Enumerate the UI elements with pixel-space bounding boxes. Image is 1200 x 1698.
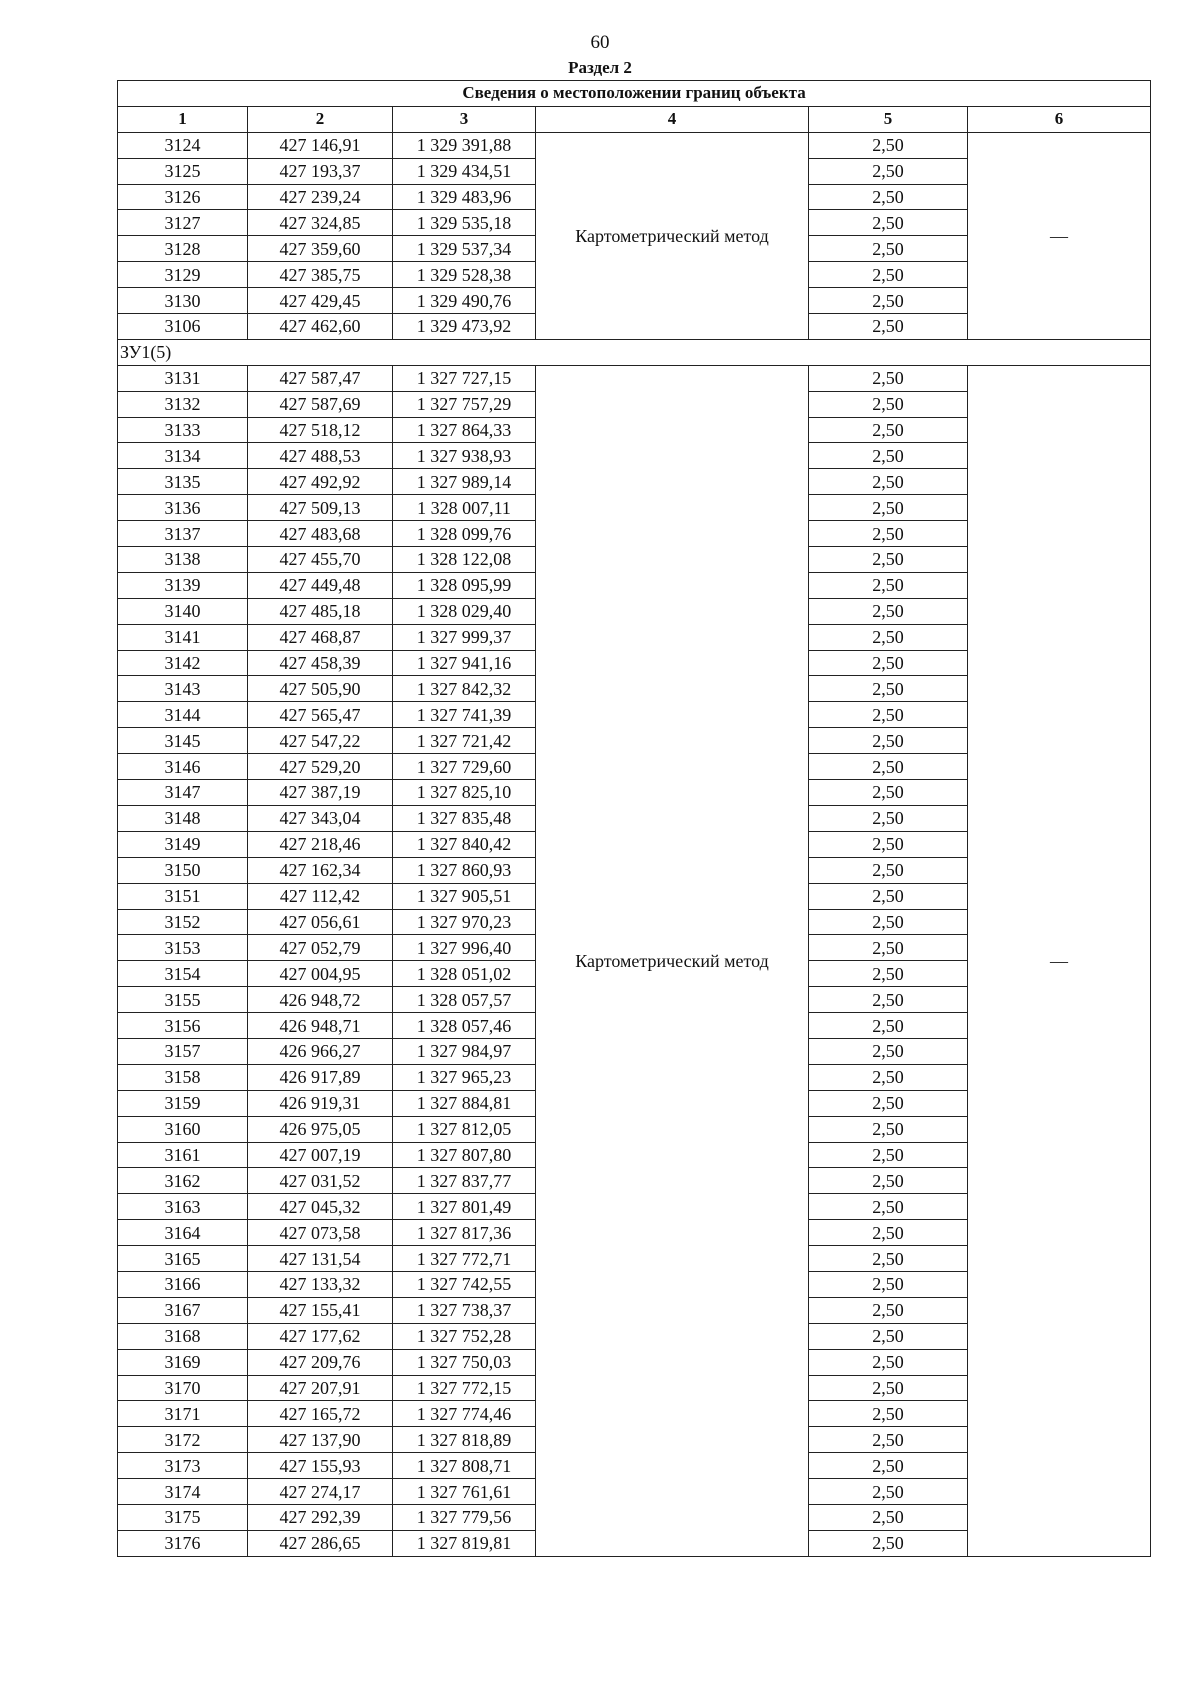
accuracy-cell: 2,50 (809, 443, 968, 469)
coord-x-cell: 427 004,95 (248, 961, 393, 987)
coord-x-cell: 427 031,52 (248, 1168, 393, 1194)
coord-x-cell: 427 209,76 (248, 1349, 393, 1375)
coord-x-cell: 427 449,48 (248, 572, 393, 598)
coord-x-cell: 427 509,13 (248, 495, 393, 521)
coord-y-cell: 1 327 727,15 (393, 365, 536, 391)
coord-y-cell: 1 327 837,77 (393, 1168, 536, 1194)
coord-y-cell: 1 327 741,39 (393, 702, 536, 728)
coord-y-cell: 1 328 029,40 (393, 598, 536, 624)
coord-y-cell: 1 329 434,51 (393, 158, 536, 184)
point-number-cell: 3152 (118, 909, 248, 935)
coord-y-cell: 1 329 528,38 (393, 262, 536, 288)
coord-y-cell: 1 327 752,28 (393, 1323, 536, 1349)
accuracy-cell: 2,50 (809, 1064, 968, 1090)
accuracy-cell: 2,50 (809, 598, 968, 624)
point-number-cell: 3151 (118, 883, 248, 909)
coord-y-cell: 1 329 537,34 (393, 236, 536, 262)
coord-y-cell: 1 327 817,36 (393, 1220, 536, 1246)
coord-y-cell: 1 327 742,55 (393, 1271, 536, 1297)
column-number-4: 4 (536, 106, 809, 132)
coord-y-cell: 1 327 941,16 (393, 650, 536, 676)
point-number-cell: 3149 (118, 831, 248, 857)
accuracy-cell: 2,50 (809, 1479, 968, 1505)
accuracy-cell: 2,50 (809, 210, 968, 236)
coord-x-cell: 427 056,61 (248, 909, 393, 935)
accuracy-cell: 2,50 (809, 676, 968, 702)
coord-x-cell: 427 155,93 (248, 1453, 393, 1479)
coord-x-cell: 427 207,91 (248, 1375, 393, 1401)
coord-y-cell: 1 328 007,11 (393, 495, 536, 521)
point-number-cell: 3164 (118, 1220, 248, 1246)
accuracy-cell: 2,50 (809, 624, 968, 650)
accuracy-cell: 2,50 (809, 1504, 968, 1530)
accuracy-cell: 2,50 (809, 1453, 968, 1479)
point-number-cell: 3173 (118, 1453, 248, 1479)
point-number-cell: 3136 (118, 495, 248, 521)
coord-y-cell: 1 327 774,46 (393, 1401, 536, 1427)
accuracy-cell: 2,50 (809, 1220, 968, 1246)
coord-y-cell: 1 327 729,60 (393, 754, 536, 780)
point-number-cell: 3163 (118, 1194, 248, 1220)
coord-x-cell: 427 429,45 (248, 288, 393, 314)
table-row (118, 132, 1151, 158)
group-row (118, 339, 1151, 365)
table-caption: Сведения о местоположении границ объекта (118, 81, 1151, 107)
column-number-5: 5 (809, 106, 968, 132)
accuracy-cell: 2,50 (809, 417, 968, 443)
point-number-cell: 3143 (118, 676, 248, 702)
coord-x-cell: 427 458,39 (248, 650, 393, 676)
coord-x-cell: 427 155,41 (248, 1297, 393, 1323)
accuracy-cell: 2,50 (809, 391, 968, 417)
accuracy-cell: 2,50 (809, 1246, 968, 1272)
accuracy-cell: 2,50 (809, 184, 968, 210)
coord-x-cell: 427 387,19 (248, 780, 393, 806)
accuracy-cell: 2,50 (809, 1349, 968, 1375)
coord-x-cell: 427 455,70 (248, 547, 393, 573)
point-number-cell: 3172 (118, 1427, 248, 1453)
coord-y-cell: 1 328 095,99 (393, 572, 536, 598)
coord-y-cell: 1 327 761,61 (393, 1479, 536, 1505)
coord-x-cell: 427 359,60 (248, 236, 393, 262)
table-body (118, 132, 1151, 1556)
point-number-cell: 3127 (118, 210, 248, 236)
coord-x-cell: 427 462,60 (248, 314, 393, 340)
accuracy-cell: 2,50 (809, 728, 968, 754)
accuracy-cell: 2,50 (809, 365, 968, 391)
coord-y-cell: 1 327 864,33 (393, 417, 536, 443)
accuracy-cell: 2,50 (809, 572, 968, 598)
point-number-cell: 3128 (118, 236, 248, 262)
column-number-6: 6 (968, 106, 1151, 132)
point-number-cell: 3166 (118, 1271, 248, 1297)
point-number-cell: 3135 (118, 469, 248, 495)
point-number-cell: 3161 (118, 1142, 248, 1168)
accuracy-cell: 2,50 (809, 1530, 968, 1556)
coord-x-cell: 427 565,47 (248, 702, 393, 728)
coord-x-cell: 427 587,69 (248, 391, 393, 417)
coord-y-cell: 1 327 835,48 (393, 805, 536, 831)
group-label: ЗУ1(5) (118, 339, 1151, 365)
method-cell: Картометрический метод (536, 132, 809, 339)
coord-x-cell: 427 547,22 (248, 728, 393, 754)
point-number-cell: 3125 (118, 158, 248, 184)
accuracy-cell: 2,50 (809, 1142, 968, 1168)
accuracy-cell: 2,50 (809, 754, 968, 780)
coord-x-cell: 427 239,24 (248, 184, 393, 210)
coord-y-cell: 1 327 984,97 (393, 1038, 536, 1064)
accuracy-cell: 2,50 (809, 1013, 968, 1039)
point-number-cell: 3155 (118, 987, 248, 1013)
accuracy-cell: 2,50 (809, 132, 968, 158)
point-number-cell: 3165 (118, 1246, 248, 1272)
point-number-cell: 3144 (118, 702, 248, 728)
point-number-cell: 3131 (118, 365, 248, 391)
coord-x-cell: 426 917,89 (248, 1064, 393, 1090)
coord-x-cell: 426 919,31 (248, 1090, 393, 1116)
coord-x-cell: 427 146,91 (248, 132, 393, 158)
point-number-cell: 3171 (118, 1401, 248, 1427)
point-number-cell: 3147 (118, 780, 248, 806)
coord-y-cell: 1 327 999,37 (393, 624, 536, 650)
coord-x-cell: 427 292,39 (248, 1504, 393, 1530)
coord-y-cell: 1 327 801,49 (393, 1194, 536, 1220)
column-number-1: 1 (118, 106, 248, 132)
coord-x-cell: 427 112,42 (248, 883, 393, 909)
accuracy-cell: 2,50 (809, 961, 968, 987)
accuracy-cell: 2,50 (809, 521, 968, 547)
coord-y-cell: 1 327 884,81 (393, 1090, 536, 1116)
accuracy-cell: 2,50 (809, 469, 968, 495)
coord-x-cell: 426 975,05 (248, 1116, 393, 1142)
coord-x-cell: 427 133,32 (248, 1271, 393, 1297)
coord-x-cell: 427 177,62 (248, 1323, 393, 1349)
coord-y-cell: 1 329 490,76 (393, 288, 536, 314)
accuracy-cell: 2,50 (809, 1427, 968, 1453)
accuracy-cell: 2,50 (809, 1194, 968, 1220)
point-number-cell: 3157 (118, 1038, 248, 1064)
description-cell: — (968, 365, 1151, 1556)
coord-y-cell: 1 327 905,51 (393, 883, 536, 909)
coord-x-cell: 427 286,65 (248, 1530, 393, 1556)
point-number-cell: 3148 (118, 805, 248, 831)
coord-x-cell: 427 162,34 (248, 857, 393, 883)
coord-y-cell: 1 327 772,15 (393, 1375, 536, 1401)
coord-x-cell: 427 488,53 (248, 443, 393, 469)
point-number-cell: 3129 (118, 262, 248, 288)
coord-y-cell: 1 328 099,76 (393, 521, 536, 547)
accuracy-cell: 2,50 (809, 158, 968, 184)
accuracy-cell: 2,50 (809, 1375, 968, 1401)
coord-y-cell: 1 327 779,56 (393, 1504, 536, 1530)
column-number-3: 3 (393, 106, 536, 132)
coord-y-cell: 1 327 772,71 (393, 1246, 536, 1272)
coord-y-cell: 1 329 535,18 (393, 210, 536, 236)
coord-x-cell: 426 948,72 (248, 987, 393, 1013)
description-cell: — (968, 132, 1151, 339)
coord-x-cell: 427 165,72 (248, 1401, 393, 1427)
point-number-cell: 3156 (118, 1013, 248, 1039)
point-number-cell: 3153 (118, 935, 248, 961)
coord-y-cell: 1 328 122,08 (393, 547, 536, 573)
coord-x-cell: 427 131,54 (248, 1246, 393, 1272)
point-number-cell: 3134 (118, 443, 248, 469)
point-number-cell: 3138 (118, 547, 248, 573)
coord-x-cell: 427 218,46 (248, 831, 393, 857)
coord-x-cell: 427 193,37 (248, 158, 393, 184)
coord-x-cell: 427 073,58 (248, 1220, 393, 1246)
coord-y-cell: 1 329 391,88 (393, 132, 536, 158)
point-number-cell: 3170 (118, 1375, 248, 1401)
point-number-cell: 3106 (118, 314, 248, 340)
table-row (118, 365, 1151, 391)
coord-y-cell: 1 329 473,92 (393, 314, 536, 340)
accuracy-cell: 2,50 (809, 1090, 968, 1116)
coord-y-cell: 1 328 051,02 (393, 961, 536, 987)
coord-x-cell: 427 052,79 (248, 935, 393, 961)
coord-y-cell: 1 327 808,71 (393, 1453, 536, 1479)
point-number-cell: 3130 (118, 288, 248, 314)
coord-y-cell: 1 327 807,80 (393, 1142, 536, 1168)
coord-x-cell: 427 007,19 (248, 1142, 393, 1168)
coord-y-cell: 1 327 750,03 (393, 1349, 536, 1375)
coord-x-cell: 427 045,32 (248, 1194, 393, 1220)
coord-y-cell: 1 327 965,23 (393, 1064, 536, 1090)
coord-y-cell: 1 327 996,40 (393, 935, 536, 961)
coord-x-cell: 427 505,90 (248, 676, 393, 702)
column-number-2: 2 (248, 106, 393, 132)
point-number-cell: 3176 (118, 1530, 248, 1556)
coord-y-cell: 1 327 757,29 (393, 391, 536, 417)
table-header (118, 81, 1151, 133)
boundary-coordinates-table (117, 80, 1151, 1557)
accuracy-cell: 2,50 (809, 262, 968, 288)
coord-y-cell: 1 327 819,81 (393, 1530, 536, 1556)
coord-x-cell: 427 385,75 (248, 262, 393, 288)
coord-y-cell: 1 327 842,32 (393, 676, 536, 702)
coord-x-cell: 426 966,27 (248, 1038, 393, 1064)
coord-x-cell: 427 492,92 (248, 469, 393, 495)
accuracy-cell: 2,50 (809, 495, 968, 521)
coord-y-cell: 1 327 825,10 (393, 780, 536, 806)
coord-x-cell: 427 587,47 (248, 365, 393, 391)
coord-x-cell: 426 948,71 (248, 1013, 393, 1039)
point-number-cell: 3167 (118, 1297, 248, 1323)
accuracy-cell: 2,50 (809, 236, 968, 262)
coord-y-cell: 1 327 721,42 (393, 728, 536, 754)
coord-y-cell: 1 327 818,89 (393, 1427, 536, 1453)
accuracy-cell: 2,50 (809, 1271, 968, 1297)
point-number-cell: 3169 (118, 1349, 248, 1375)
point-number-cell: 3160 (118, 1116, 248, 1142)
coord-y-cell: 1 327 938,93 (393, 443, 536, 469)
accuracy-cell: 2,50 (809, 857, 968, 883)
coord-y-cell: 1 328 057,57 (393, 987, 536, 1013)
accuracy-cell: 2,50 (809, 1401, 968, 1427)
accuracy-cell: 2,50 (809, 1038, 968, 1064)
point-number-cell: 3141 (118, 624, 248, 650)
coord-y-cell: 1 327 860,93 (393, 857, 536, 883)
accuracy-cell: 2,50 (809, 314, 968, 340)
accuracy-cell: 2,50 (809, 1297, 968, 1323)
accuracy-cell: 2,50 (809, 935, 968, 961)
coord-y-cell: 1 327 738,37 (393, 1297, 536, 1323)
point-number-cell: 3150 (118, 857, 248, 883)
point-number-cell: 3174 (118, 1479, 248, 1505)
point-number-cell: 3145 (118, 728, 248, 754)
accuracy-cell: 2,50 (809, 650, 968, 676)
coord-y-cell: 1 327 970,23 (393, 909, 536, 935)
coord-x-cell: 427 137,90 (248, 1427, 393, 1453)
coord-y-cell: 1 327 989,14 (393, 469, 536, 495)
accuracy-cell: 2,50 (809, 547, 968, 573)
point-number-cell: 3142 (118, 650, 248, 676)
coord-x-cell: 427 529,20 (248, 754, 393, 780)
accuracy-cell: 2,50 (809, 288, 968, 314)
section-title: Раздел 2 (568, 58, 632, 77)
coord-x-cell: 427 485,18 (248, 598, 393, 624)
coord-x-cell: 427 324,85 (248, 210, 393, 236)
point-number-cell: 3175 (118, 1504, 248, 1530)
coord-x-cell: 427 483,68 (248, 521, 393, 547)
coord-x-cell: 427 518,12 (248, 417, 393, 443)
point-number-cell: 3139 (118, 572, 248, 598)
point-number-cell: 3158 (118, 1064, 248, 1090)
point-number-cell: 3154 (118, 961, 248, 987)
point-number-cell: 3140 (118, 598, 248, 624)
accuracy-cell: 2,50 (809, 831, 968, 857)
accuracy-cell: 2,50 (809, 805, 968, 831)
method-cell: Картометрический метод (536, 365, 809, 1556)
coord-y-cell: 1 327 812,05 (393, 1116, 536, 1142)
coord-x-cell: 427 468,87 (248, 624, 393, 650)
coord-y-cell: 1 329 483,96 (393, 184, 536, 210)
accuracy-cell: 2,50 (809, 702, 968, 728)
point-number-cell: 3132 (118, 391, 248, 417)
point-number-cell: 3146 (118, 754, 248, 780)
accuracy-cell: 2,50 (809, 1323, 968, 1349)
coord-x-cell: 427 274,17 (248, 1479, 393, 1505)
accuracy-cell: 2,50 (809, 883, 968, 909)
page-number: 60 (590, 32, 610, 53)
coord-x-cell: 427 343,04 (248, 805, 393, 831)
accuracy-cell: 2,50 (809, 1116, 968, 1142)
point-number-cell: 3162 (118, 1168, 248, 1194)
accuracy-cell: 2,50 (809, 987, 968, 1013)
point-number-cell: 3137 (118, 521, 248, 547)
accuracy-cell: 2,50 (809, 909, 968, 935)
accuracy-cell: 2,50 (809, 1168, 968, 1194)
coord-y-cell: 1 327 840,42 (393, 831, 536, 857)
point-number-cell: 3133 (118, 417, 248, 443)
accuracy-cell: 2,50 (809, 780, 968, 806)
coord-y-cell: 1 328 057,46 (393, 1013, 536, 1039)
point-number-cell: 3124 (118, 132, 248, 158)
point-number-cell: 3159 (118, 1090, 248, 1116)
point-number-cell: 3168 (118, 1323, 248, 1349)
point-number-cell: 3126 (118, 184, 248, 210)
